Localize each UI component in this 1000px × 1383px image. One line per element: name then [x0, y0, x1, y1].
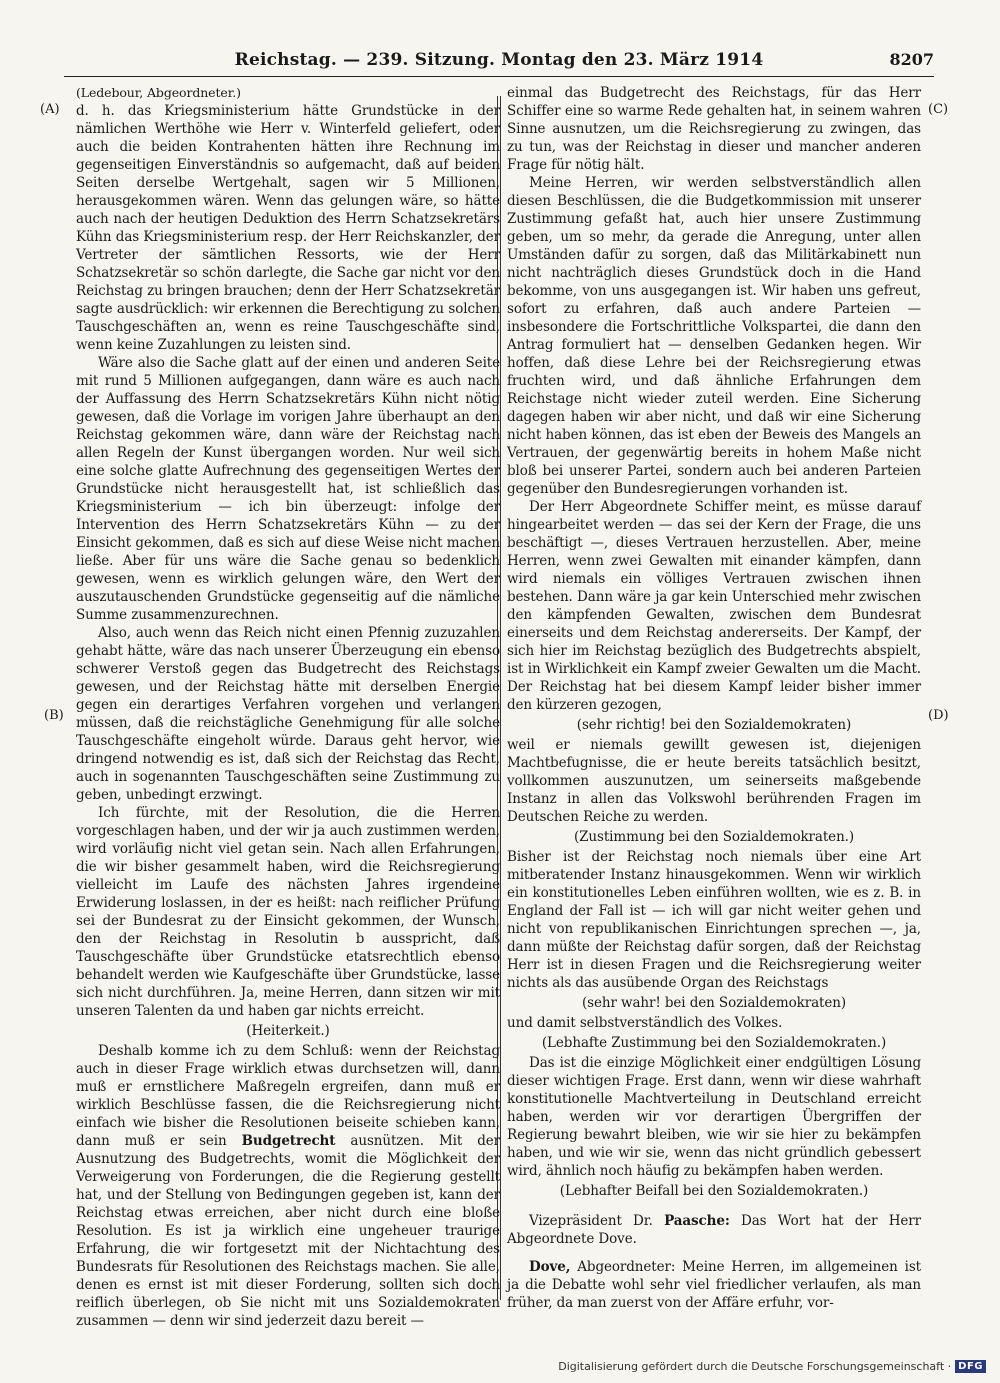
- left-paragraph-5: [76, 1042, 500, 1330]
- vice-president-text: Das Wort hat der Herr Abgeordnete Dove.: [507, 1213, 921, 1247]
- right-paragraph-7: Das ist die einzige Möglichkeit einer endgültigen Lösung dieser wichtigen Frage. Erst dann, wenn wir diese wahrhaft konstitutionelle Machtverteilung in Deutschland erreicht haben, werden wir vor derartigen Übergriffen der Regierung bewahrt bleiben, wie wir sie hier zu bekämpfen haben, und wie wir sie, wenn das nicht gründlich gebessert wird, ähnlich noch häufig zu bekämpfen haben werden.: [507, 1055, 921, 1179]
- footer: [558, 1360, 986, 1373]
- margin-marker-c: (C): [928, 102, 949, 117]
- left-paragraph-3: Also, auch wenn das Reich nicht einen Pfennig zuzuzahlen gehabt hätte, wäre das nach unserer Überzeugung ein ebenso schwerer Verstoß gegen das Budgetrecht des Reichstags gewesen, und der Reichstag hätte mit derselben Energie gegen ein derartiges Verfahren vorgehen und verlangen müssen, daß die reichstägliche Genehmigung für alle solche Tauschgeschäfte eingeholt würde. Daraus geht hervor, wie dringend notwendig es ist, daß sich der Reichstag das Recht, auch in sogenannten Tauschgeschäften seine Zustimmung zu geben, unbedingt erzwingt.: [76, 625, 500, 803]
- reaction-lebhafte-zustimmung: (Lebhafte Zustimmung bei den Sozialdemokraten.): [541, 1035, 887, 1051]
- right-paragraph-2: Meine Herren, wir werden selbstverständlich allen diesen Beschlüssen, die die Budgetkommission mit unserer Zustimmung gefaßt hat, auch hier unsere Zustimmung geben, um so mehr, da gerade die Anregung, unter allen Umständen dafür zu sorgen, daß das Militärkabinett nun nicht nachträglich dieses Grundstück doch in die Hand bekomme, von uns ausgegangen ist. Wir haben uns gefreut, sofort zu erfahren, daß auch andere Parteien — insbesondere die Fortschrittliche Volkspartei, die dann den Antrag formuliert hat — denselben Gedanken hegen. Wir hoffen, daß diese Lehre bei der Reichsregierung etwas fruchten wird, und daß ähnliche Erfahrungen dem Reichstage nicht wieder zuteil werden. Eine Sicherung dagegen haben wir aber nicht, und daß wir eine Sicherung nicht haben können, das ist eben der Beweis des Mangels an Vertrauen, der gegenwärtig bereits in hohem Maße nicht bloß bei unserer Partei, sondern auch bei anderen Parteien gegenüber den Bundesregierungen vorhanden ist.: [507, 175, 921, 497]
- margin-marker-d: (D): [928, 708, 949, 723]
- reaction-sehr-richtig: (sehr richtig! bei den Sozialdemokraten): [576, 717, 852, 733]
- spacer-2: [507, 1248, 921, 1258]
- budgetrecht-emphasis: Budgetrecht: [241, 1133, 336, 1149]
- page-header-title: Reichstag. — 239. Sitzung. Montag den 23. März 1914: [234, 50, 764, 70]
- reaction-zustimmung: (Zustimmung bei den Sozialdemokraten.): [573, 829, 855, 845]
- footer-credit: Digitalisierung gefördert durch die Deutsche Forschungsgemeinschaft ·: [558, 1360, 952, 1373]
- right-paragraph-4: weil er niemals gewillt gewesen ist, diejenigen Machtbefugnisse, die er heute bereits tatsächlich besitzt, vollkommen auszunutzen, um seinerseits maßgebende Instanz in allen das Volkswohl berührenden Fragen im Deutschen Reiche zu werden.: [507, 737, 921, 825]
- left-paragraph-1: d. h. das Kriegsministerium hätte Grundstücke in der nämlichen Werthöhe wie Herr v. Winterfeld geliefert, oder auch die beiden Kontrahenten hätten ihre Rechnung im gegenseitigen Einverständnis so aufgemacht, daß auf beiden Seiten derselbe Wertgehalt, sagen wir 5 Millionen, herausgekommen wären. Wenn das gelungen wäre, so hätte auch nach der heutigen Deduktion des Herrn Schatzsekretärs Kühn das Kriegsministerium resp. der Herr Reichskanzler, der Vertreter der sämtlichen Ressorts, wie der Herr Schatzsekretär so schön darlegte, die Sache gar nicht vor den Reichstag zu bringen brauchen; denn der Herr Schatzsekretär sagte ausdrücklich: wir erkennen die Berechtigung zu solchen Tauschgeschäften an, wenn es reine Tauschgeschäfte sind, wenn keine Zuzahlungen zu leisten sind.: [76, 103, 500, 353]
- vice-president-paragraph: [507, 1212, 921, 1248]
- reaction-lebhafter-beifall: (Lebhafter Beifall bei den Sozialdemokraten.): [559, 1183, 869, 1199]
- margin-marker-b: (B): [44, 708, 64, 723]
- right-paragraph-3: Der Herr Abgeordnete Schiffer meint, es müsse darauf hingearbeitet werden — das sei der Kern der Frage, die uns beschäftigt —, dieses Vertrauen herzustellen. Aber, meine Herren, wenn zwei Gewalten mit einander kämpfen, dann wird niemals ein völliges Vertrauen zwischen ihnen bestehen. Dann wäre ja gar kein Unterschied mehr zwischen den kämpfenden Gewalten, zwischen dem Bundesrat einerseits und dem Reichstag andererseits. Der Kampf, der sich hier im Reichstag bezüglich des Budgetrechts abspielt, ist in Wirklichkeit ein Kampf zweier Gewalten um die Macht. Der Reichstag hat bei diesem Kampf leider bisher immer den kürzeren gezogen,: [507, 499, 921, 713]
- reaction-heiterkeit: (Heiterkeit.): [246, 1023, 330, 1039]
- right-paragraph-5: Bisher ist der Reichstag noch niemals über eine Art mitberatender Instanz hinausgekommen. Wenn wir wirklich ein konstitutionelles Leben einführen wollten, wie es z. B. in England der Fall ist — ich will gar nicht weiter gehen und nicht von republikanischen Einrichtungen sprechen —, ja, dann müßte der Reichstag dafür sorgen, daß der Reichstag Herr ist in diesen Fragen und die Reichsregierung weiter nichts als das ausübende Organ des Reichstags: [507, 849, 921, 991]
- right-paragraph-1: einmal das Budgetrecht des Reichstags, für das Herr Schiffer eine so warme Rede gehalten hat, in seinem wahren Sinne ausnutzen, um die Reichsregierung zu zwingen, das zu tun, was der Reichstag in dieser und mancher anderen Frage für nötig hält.: [507, 85, 921, 173]
- page-number: 8207: [889, 50, 934, 69]
- left-paragraph-2: Wäre also die Sache glatt auf der einen und anderen Seite mit rund 5 Millionen aufgegangen, dann wäre es auch nach der Auffassung des Herrn Schatzsekretärs Kühn nicht nötig gewesen, daß die Vorlage im vorigen Jahre überhaupt an den Reichstag gekommen wäre, dann wäre der Reichstag nach allen Regeln der Kunst übergangen worden. Nur weil sich eine solche glatte Aufrechnung des gegenseitigen Wertes der Grundstücke nicht herausgestellt hat, ist schließlich das Kriegsministerium — ich bin überzeugt: infolge der Intervention des Herrn Schatzsekretärs Kühn — zu der Einsicht gekommen, daß es sich auf diese Weise nicht machen ließe. Aber für uns wäre die Sache genau so bedenklich gewesen, wenn es wirklich gelungen wäre, den Wert der auszutauschenden Grundstücke gegenseitig auf die nämliche Summe zusammenzurechnen.: [76, 355, 500, 623]
- right-column: [507, 84, 921, 1312]
- speaker-name-paasche: Paasche:: [664, 1213, 730, 1229]
- header-rule: [64, 76, 934, 77]
- speaker-tag: (Ledebour, Abgeordneter.): [76, 85, 241, 100]
- dfg-logo-icon: DFG: [955, 1360, 986, 1373]
- vice-president-prefix: Vizepräsident Dr.: [529, 1213, 665, 1229]
- margin-marker-a: (A): [40, 102, 60, 117]
- spacer: [507, 1202, 921, 1212]
- speaker-name-dove: Dove,: [529, 1259, 571, 1275]
- left-paragraph-5-end: ausnützen. Mit der Ausnutzung des Budgetrechts, womit die Möglichkeit der Verweigerung von Forderungen, die die Regierung gestellt hat, und der Stellung von Bedingungen gegeben ist, kann der Reichstag etwas erreichen, aber nicht durch eine bloße Resolution. Es ist ja wirklich eine ungeheuer traurige Erfahrung, die wir fortgesetzt mit der Nichtachtung des Bundesrats für Resolutionen des Reichstags machen. Sie alle, denen es ernst ist mit dieser Forderung, sollten sich doch reiflich überlegen, ob Sie nicht mit uns Sozialdemokraten zusammen — denn wir sind jederzeit dazu bereit —: [76, 1133, 500, 1329]
- column-divider-2: [500, 96, 501, 1300]
- right-paragraph-6: und damit selbstverständlich des Volkes.: [507, 1015, 783, 1031]
- left-paragraph-4: Ich fürchte, mit der Resolution, die die Herren vorgeschlagen haben, und der wir ja auch zustimmen werden, wird vorläufig nicht viel getan sein. Nach allen Erfahrungen, die wir bisher gesammelt haben, wird die Reichsregierung vielleicht im Laufe des nächsten Jahres irgendeine Erwiderung loslassen, in der es heißt: nach reiflicher Prüfung sei der Bundesrat zu der Einsicht gekommen, der Wunsch, den der Reichstag in Resolutin b ausspricht, daß Tauschgeschäfte über Grundstücke etatsrechtlich ebenso behandelt werden wie Kaufgeschäfte über Grundstücke, lasse sich nicht durchführen. Ja, meine Herren, dann sitzen wir mit unseren Talenten da und haben gar nichts erreicht.: [76, 805, 500, 1019]
- left-column: [76, 84, 500, 1330]
- reaction-sehr-wahr: (sehr wahr! bei den Sozialdemokraten): [581, 995, 847, 1011]
- dove-text: Abgeordneter: Meine Herren, im allgemeinen ist ja die Debatte wohl sehr viel friedlicher verlaufen, als man früher, da man zuerst von der Affäre erfuhr, vor-: [507, 1259, 921, 1311]
- left-paragraph-5-start: Deshalb komme ich zu dem Schluß: wenn der Reichstag auch in dieser Frage wirklich etwas durchsetzen will, dann muß er ernstlichere Maßregeln ergreifen, dann muß er wirklich Beschlüsse fassen, die die Reichsregierung nicht einfach wie bisher die Resolutionen beiseite schieben kann, dann muß er sein: [76, 1043, 500, 1149]
- dove-paragraph: [507, 1258, 921, 1312]
